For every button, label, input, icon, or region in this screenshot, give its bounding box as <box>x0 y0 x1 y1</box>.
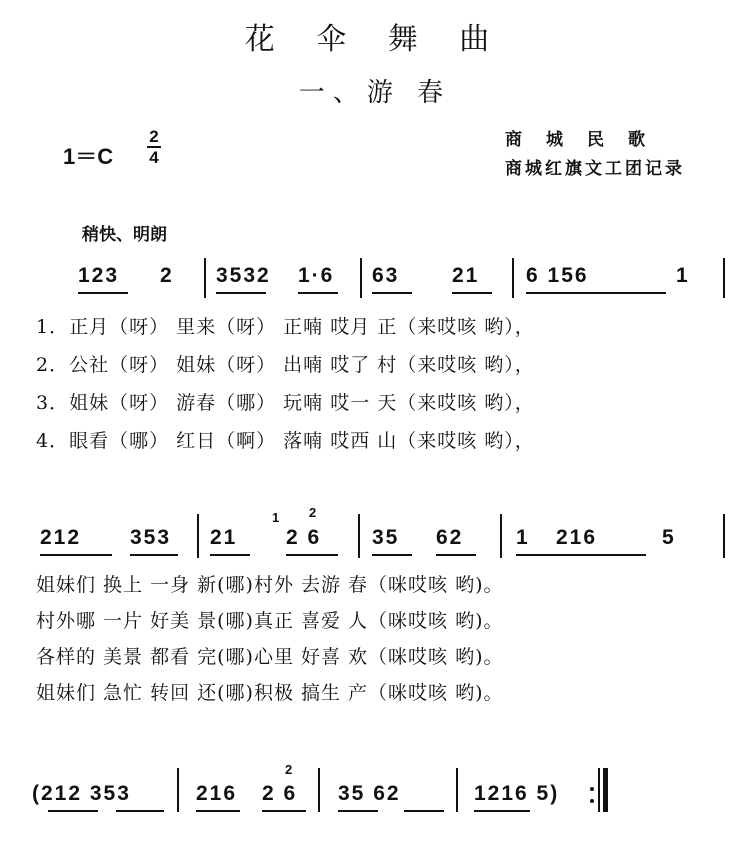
final-bar-thick <box>603 768 608 812</box>
beam <box>404 810 444 812</box>
note-group: 123 <box>78 264 120 287</box>
time-signature-top: 2 <box>149 127 159 146</box>
beam <box>516 554 646 556</box>
note-group: 35 62 <box>338 782 401 805</box>
note-group: 1216 5) <box>474 782 560 805</box>
grace-note: 2 <box>309 505 319 520</box>
note-group: 212 <box>40 526 82 549</box>
bar-line <box>358 514 360 558</box>
beam <box>452 292 492 294</box>
note-group: 6 156 <box>526 264 589 287</box>
song-title: 花 伞 舞 曲 <box>244 22 506 57</box>
note-group: 63 <box>372 264 400 287</box>
lyric-verse-4: 姐妹们 急忙 转回 还(哪)积极 搞生 产（咪哎咳 哟)。 <box>36 682 504 704</box>
beam <box>526 292 666 294</box>
note-group: 2 6 <box>262 782 298 805</box>
note-group: 2 <box>160 264 174 287</box>
tempo-marking: 稍快、明朗 <box>82 225 167 245</box>
beam <box>48 810 98 812</box>
final-bar-line <box>598 768 600 812</box>
beam <box>116 810 164 812</box>
bar-line <box>500 514 502 558</box>
note-group: 3532 <box>216 264 271 287</box>
note-group: 1 <box>676 264 690 287</box>
repeat-dot <box>590 799 594 803</box>
lyric-verse-3: 各样的 美景 都看 完(哪)心里 好喜 欢（咪哎咳 哟)。 <box>36 646 504 668</box>
attribution-origin: 商城民歌 <box>505 130 669 150</box>
lyric-verse-2: 2．公社（呀） 姐妹（呀） 出喃 哎了 村（来哎咳 哟）， <box>36 354 535 376</box>
note-group: 2 6 <box>286 526 322 549</box>
note-group: 62 <box>436 526 464 549</box>
lyric-verse-1: 姐妹们 换上 一身 新(哪)村外 去游 春（咪哎咳 哟)。 <box>36 574 504 596</box>
bar-line <box>723 258 725 298</box>
beam <box>210 554 250 556</box>
beam <box>196 810 240 812</box>
note-group: 353 <box>130 526 172 549</box>
beam <box>286 554 338 556</box>
beam <box>474 810 530 812</box>
beam <box>436 554 476 556</box>
time-signature-bottom: 4 <box>149 148 159 167</box>
beam <box>40 554 112 556</box>
bar-line <box>197 514 199 558</box>
key-signature: 1＝C <box>63 144 114 169</box>
beam <box>372 554 412 556</box>
note-group: 216 <box>556 526 598 549</box>
note-group: 1·6 <box>298 264 335 287</box>
attribution-recorder: 商城红旗文工团记录 <box>505 159 685 179</box>
grace-note: 1 <box>272 510 282 525</box>
bar-line <box>204 258 206 298</box>
beam <box>216 292 266 294</box>
lyric-verse-1: 1．正月（呀） 里来（呀） 正喃 哎月 正（来哎咳 哟）， <box>36 316 535 338</box>
bar-line <box>177 768 179 812</box>
lyric-verse-3: 3．姐妹（呀） 游春（哪） 玩喃 哎一 天（来哎咳 哟）， <box>36 392 535 414</box>
lyric-verse-2: 村外哪 一片 好美 景(哪)真正 喜爱 人（咪哎咳 哟)。 <box>36 610 504 632</box>
repeat-dot <box>590 787 594 791</box>
section-subtitle: 一、游 春 <box>298 78 452 108</box>
note-group: 216 <box>196 782 238 805</box>
bar-line <box>318 768 320 812</box>
beam <box>298 292 338 294</box>
note-group: 21 <box>210 526 238 549</box>
beam <box>262 810 306 812</box>
beam <box>338 810 378 812</box>
note-group: 5 <box>662 526 676 549</box>
note-group: (212 353 <box>32 782 131 805</box>
bar-line <box>360 258 362 298</box>
lyric-verse-4: 4．眼看（哪） 红日（啊） 落喃 哎西 山（来哎咳 哟）， <box>36 430 535 452</box>
beam <box>372 292 412 294</box>
note-group: 35 <box>372 526 400 549</box>
bar-line <box>456 768 458 812</box>
beam <box>78 292 128 294</box>
note-group: 1 <box>516 526 530 549</box>
note-group: 21 <box>452 264 480 287</box>
grace-note: 2 <box>285 762 295 777</box>
beam <box>130 554 178 556</box>
bar-line <box>512 258 514 298</box>
time-signature <box>147 128 161 166</box>
bar-line <box>723 514 725 558</box>
